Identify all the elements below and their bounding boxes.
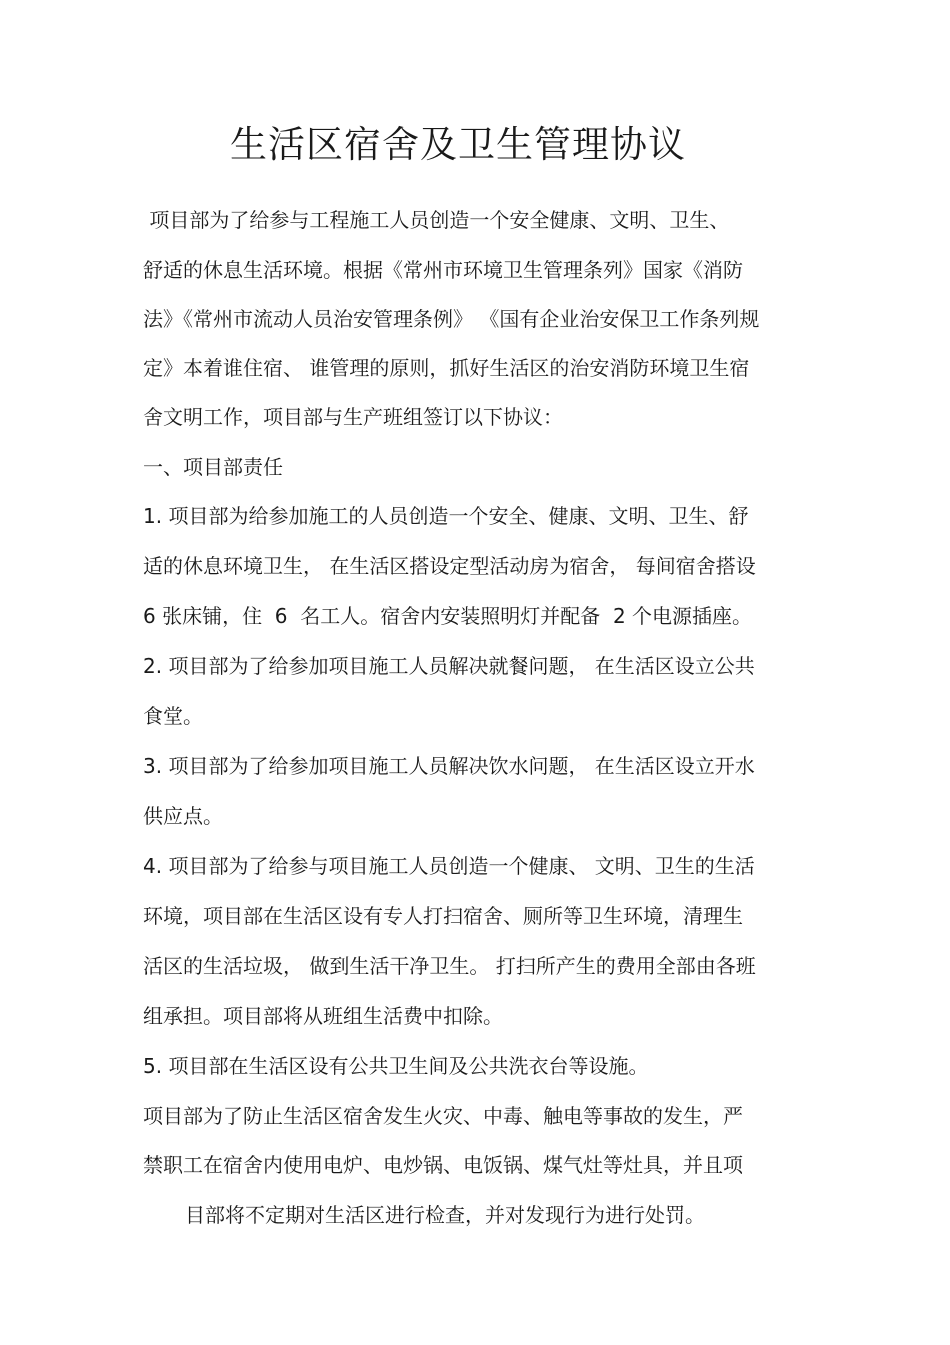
- paragraph-line: 法》《常州市流动人员治安管理条例》 《国有企业治安保卫工作条列规: [143, 307, 760, 331]
- document-title: 生活区宿舍及卫生管理协议: [230, 123, 686, 166]
- list-item-line: 食堂。: [143, 704, 203, 728]
- paragraph-line: 项目部为了给参与工程施工人员创造一个安全健康、文明、卫生、: [143, 208, 730, 232]
- list-item-line: 环境，项目部在生活区设有专人打扫宿舍、厕所等卫生环境，清理生: [143, 904, 743, 928]
- list-item-line: 适的休息环境卫生， 在生活区搭设定型活动房为宿舍， 每间宿舍搭设: [143, 554, 756, 578]
- section-heading: 一、项目部责任: [143, 455, 283, 479]
- paragraph-line: 项目部为了防止生活区宿舍发生火灾、中毒、触电等事故的发生，严: [143, 1104, 743, 1128]
- list-item-line: 3. 项目部为了给参加项目施工人员解决饮水问题， 在生活区设立开水: [143, 754, 755, 778]
- list-item-line: 5. 项目部在生活区设有公共卫生间及公共洗衣台等设施。: [143, 1054, 649, 1078]
- list-item-line: 组承担。项目部将从班组生活费中扣除。: [143, 1004, 503, 1028]
- paragraph-line: 舍文明工作，项目部与生产班组签订以下协议：: [143, 405, 563, 429]
- paragraph-line: 目部将不定期对生活区进行检查，并对发现行为进行处罚。: [185, 1203, 705, 1227]
- list-item-line: 2. 项目部为了给参加项目施工人员解决就餐问题， 在生活区设立公共: [143, 654, 755, 678]
- paragraph-line: 舒适的休息生活环境。根据《常州市环境卫生管理条列》国家《消防: [143, 258, 743, 282]
- list-item-line: 4. 项目部为了给参与项目施工人员创造一个健康、 文明、卫生的生活: [143, 854, 755, 878]
- list-item-line: 供应点。: [143, 804, 223, 828]
- paragraph-line: 禁职工在宿舍内使用电炉、电炒锅、电饭锅、煤气灶等灶具，并且项: [143, 1153, 743, 1177]
- paragraph-line: 定》本着谁住宿、 谁管理的原则，抓好生活区的治安消防环境卫生宿: [143, 356, 750, 380]
- list-item-line: 活区的生活垃圾， 做到生活干净卫生。 打扫所产生的费用全部由各班: [143, 954, 756, 978]
- list-item-line: 1. 项目部为给参加施工的人员创造一个安全、健康、文明、卫生、舒: [143, 504, 749, 528]
- list-item-line: 6 张床铺，住 6 名工人。宿舍内安装照明灯并配备 2 个电源插座。: [143, 604, 753, 628]
